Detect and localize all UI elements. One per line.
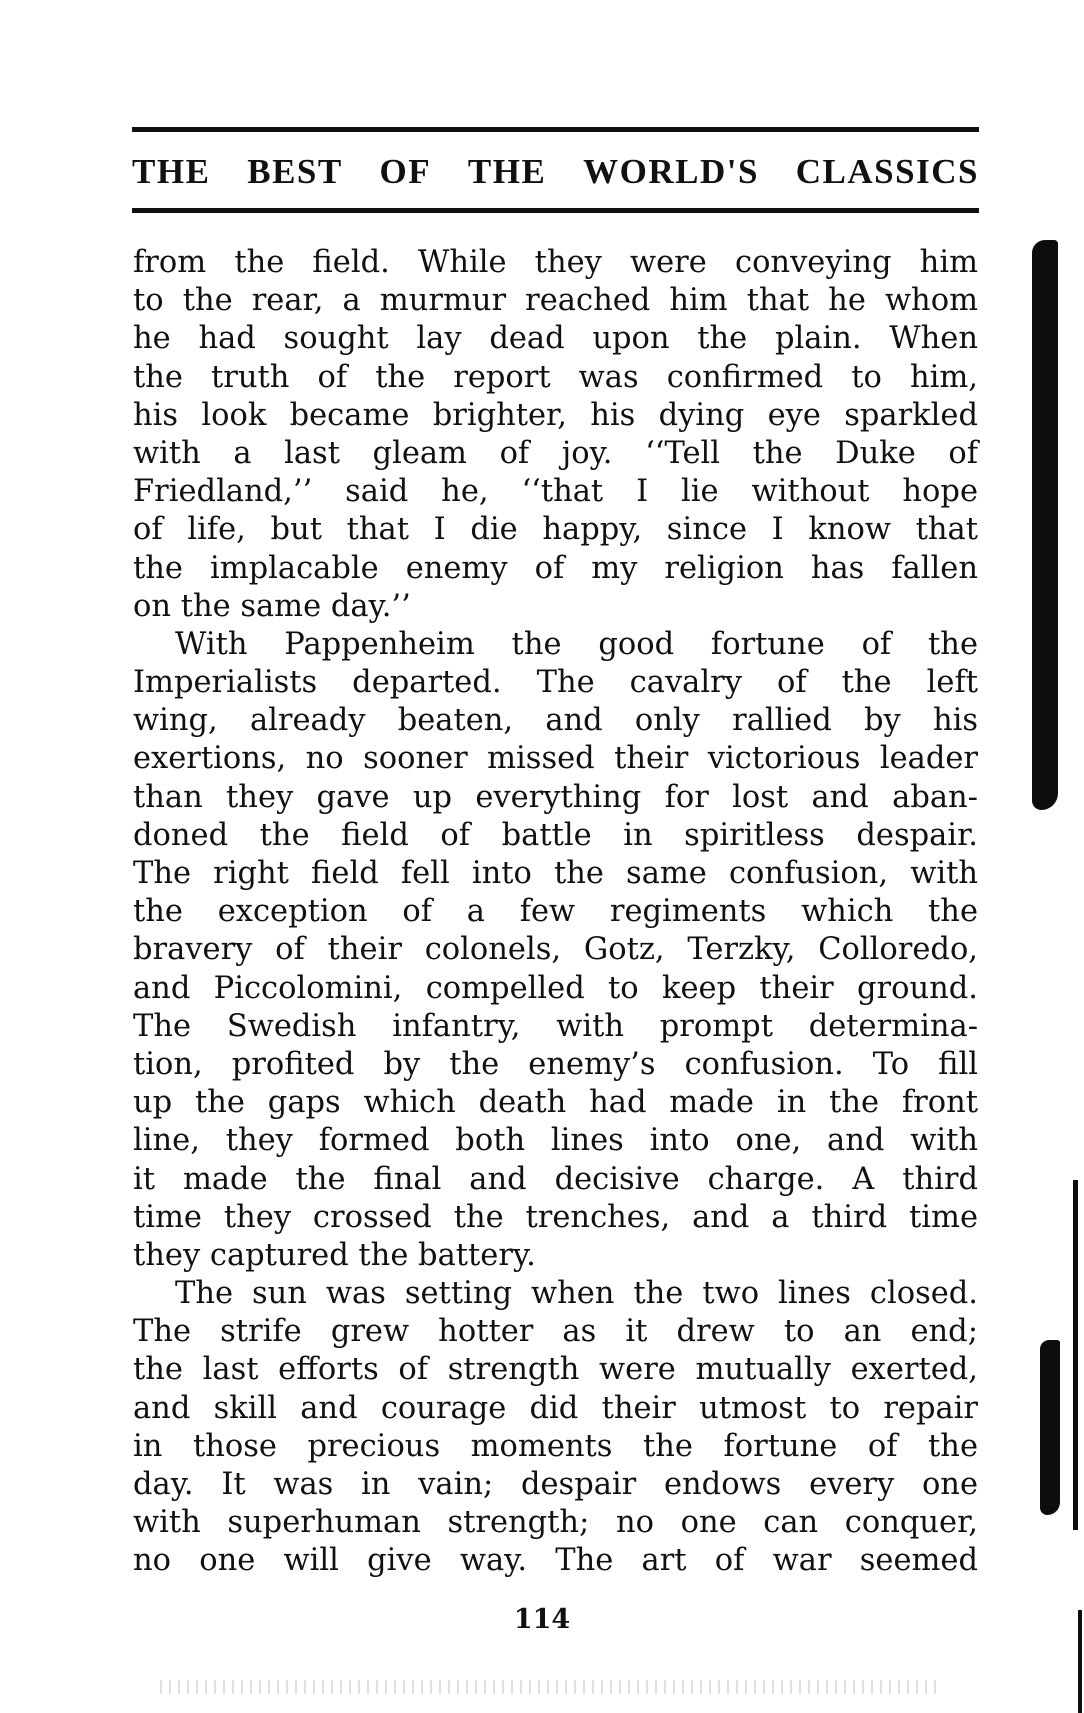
paragraph-start: The sun was setting when the two lines closed. (175, 1276, 978, 1312)
scan-noise (160, 1680, 940, 1694)
text-line: tion, profited by the enemy’s confusion. To fill (133, 1046, 978, 1082)
text-line: line, they formed both lines into one, and with (133, 1123, 978, 1159)
text-line: The Swedish infantry, with prompt determina- (133, 1008, 978, 1044)
text-line: The strife grew hotter as it drew to an end; (133, 1314, 978, 1350)
text-line: and skill and courage did their utmost to repair (133, 1390, 978, 1426)
text-line: his look became brighter, his dying eye sparkled (133, 397, 978, 433)
text-line: the exception of a few regiments which the (133, 894, 978, 930)
text-line: with a last gleam of joy. ‘‘Tell the Duke of (133, 435, 978, 471)
scan-edge-shadow (1032, 240, 1058, 810)
text-line: the last efforts of strength were mutually exerted, (133, 1352, 978, 1388)
header-rule-top (132, 127, 979, 132)
running-head (132, 152, 979, 192)
running-head-word: BEST (247, 152, 343, 191)
text-line: in those precious moments the fortune of the (133, 1428, 978, 1464)
text-line: up the gaps which death had made in the front (133, 1085, 978, 1121)
scan-edge-line (1078, 1610, 1082, 1713)
running-head-word: THE (132, 152, 211, 191)
scan-edge-shadow (1040, 1340, 1060, 1515)
scan-edge-line (1073, 1180, 1078, 1530)
text-line: time they crossed the trenches, and a third time (133, 1199, 978, 1235)
text-line: with superhuman strength; no one can conquer, (133, 1505, 978, 1541)
text-line: Imperialists departed. The cavalry of the left (133, 665, 978, 701)
text-line: to the rear, a murmur reached him that he whom (133, 283, 978, 319)
running-head-word: THE (467, 152, 547, 191)
running-head-word: OF (379, 152, 432, 191)
header-rule-bottom (132, 208, 979, 213)
text-line: it made the final and decisive charge. A third (133, 1161, 978, 1197)
text-line: bravery of their colonels, Gotz, Terzky, Colloredo, (133, 932, 978, 968)
text-line: doned the field of battle in spiritless despair. (133, 817, 978, 853)
text-line: no one will give way. The art of war seemed (133, 1543, 978, 1579)
text-line: than they gave up everything for lost and aban- (133, 779, 978, 815)
running-head-word: WORLD'S (583, 152, 759, 191)
text-line: from the field. While they were conveying him (133, 245, 978, 280)
text-line: they captured the battery. (133, 1237, 536, 1273)
text-line: the truth of the report was confirmed to him, (133, 359, 978, 395)
text-line: the implacable enemy of my religion has fallen (133, 550, 978, 586)
text-line: and Piccolomini, compelled to keep their ground. (133, 970, 978, 1006)
page-number: 114 (513, 1604, 571, 1635)
text-line: The right field fell into the same confusion, with (133, 856, 978, 891)
paragraph-start: With Pappenheim the good fortune of the (175, 626, 978, 662)
text-line: he had sought lay dead upon the plain. When (133, 321, 978, 357)
text-line: of life, but that I die happy, since I know that (133, 512, 978, 548)
text-line: exertions, no sooner missed their victorious leader (133, 741, 978, 777)
text-line: day. It was in vain; despair endows every one (133, 1467, 978, 1502)
text-line: wing, already beaten, and only rallied by his (133, 703, 978, 739)
text-line: Friedland,’’ said he, ‘‘that I lie without hope (133, 474, 978, 510)
text-line: on the same day.’’ (133, 588, 411, 624)
running-head-word: CLASSICS (795, 152, 979, 191)
body-text (133, 244, 978, 1581)
